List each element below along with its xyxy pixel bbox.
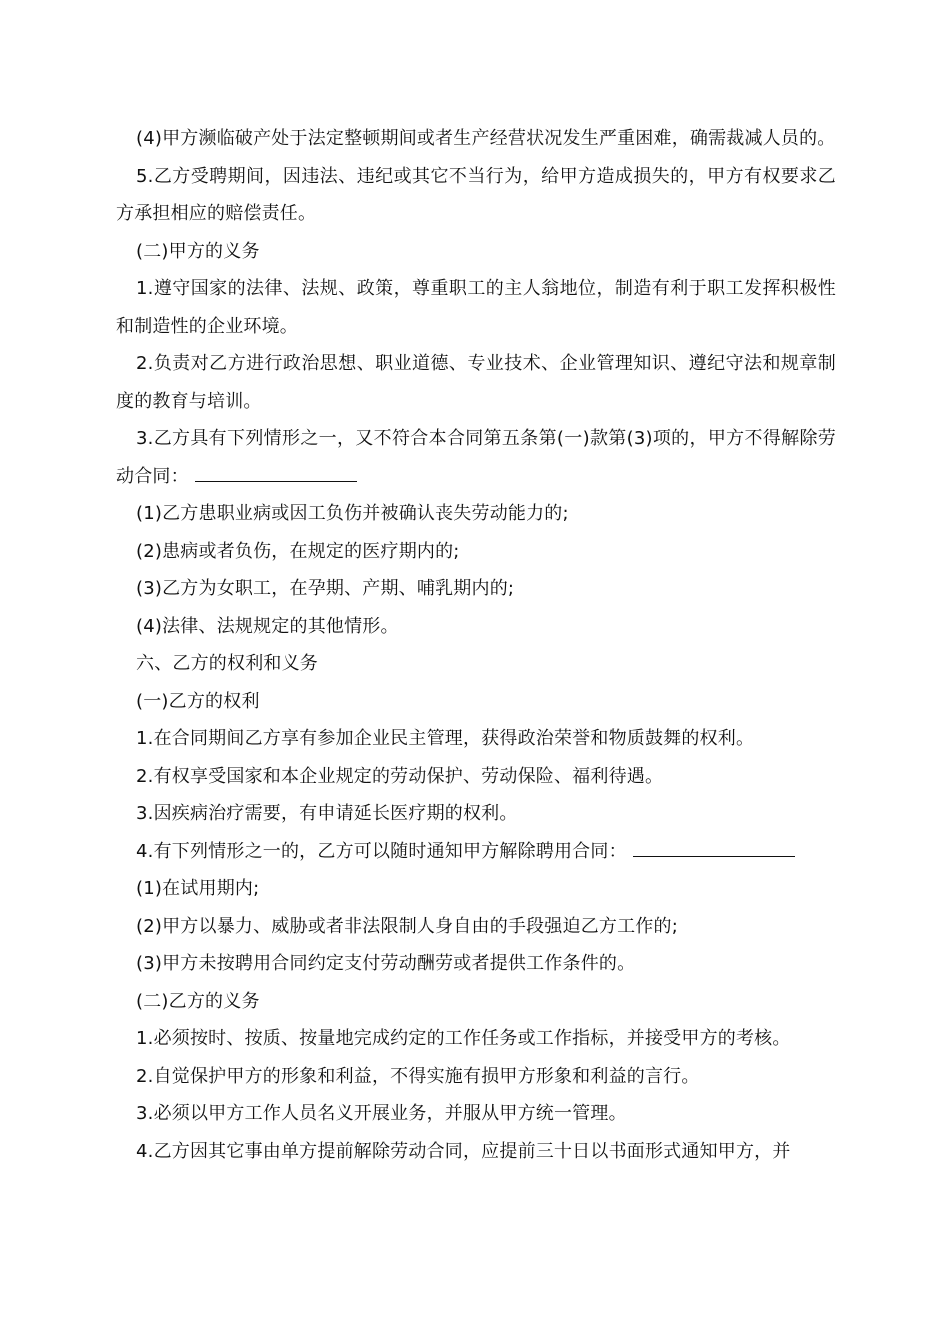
paragraph: 5.乙方受聘期间，因违法、违纪或其它不当行为，给甲方造成损失的，甲方有权要求乙方承担相应的赔偿责任。	[116, 165, 836, 224]
paragraph: (3)甲方未按聘用合同约定支付劳动酬劳或者提供工作条件的。	[136, 953, 636, 974]
paragraph: 1.必须按时、按质、按量地完成约定的工作任务或工作指标，并接受甲方的考核。	[136, 1028, 791, 1049]
paragraph: 4.乙方因其它事由单方提前解除劳动合同，应提前三十日以书面形式通知甲方，并	[136, 1140, 791, 1162]
paragraph: 2.负责对乙方进行政治思想、职业道德、专业技术、企业管理知识、遵纪守法和规章制度的教育与培训。	[116, 353, 836, 412]
paragraph: (4)甲方濒临破产处于法定整顿期间或者生产经营状况发生严重困难，确需裁减人员的。	[136, 128, 836, 149]
paragraph: 2.自觉保护甲方的形象和利益，不得实施有损甲方形象和利益的言行。	[136, 1065, 700, 1087]
paragraph: 3.因疾病治疗需要，有申请延长医疗期的权利。	[136, 803, 518, 824]
paragraph: (1)在试用期内;	[136, 878, 260, 899]
paragraph: 1.在合同期间乙方享有参加企业民主管理，获得政治荣誉和物质鼓舞的权利。	[136, 728, 755, 749]
paragraph-with-blank	[116, 420, 836, 495]
paragraph: 2.有权享受国家和本企业规定的劳动保护、劳动保险、福利待遇。	[136, 765, 664, 787]
subsection-heading: (一)乙方的权利	[136, 690, 260, 712]
section-heading: 六、乙方的权利和义务	[136, 653, 318, 674]
paragraph: 1.遵守国家的法律、法规、政策，尊重职工的主人翁地位，制造有利于职工发挥积极性和制造性的企业环境。	[116, 278, 836, 337]
subsection-heading: (二)乙方的义务	[136, 990, 260, 1012]
paragraph-text: 4.有下列情形之一的，乙方可以随时通知甲方解除聘用合同：	[136, 840, 627, 862]
paragraph: (2)甲方以暴力、威胁或者非法限制人身自由的手段强迫乙方工作的;	[136, 915, 678, 937]
document-body	[116, 120, 836, 1170]
paragraph: (二)甲方的义务	[136, 240, 260, 262]
paragraph-with-blank	[116, 833, 836, 871]
paragraph: (3)乙方为女职工，在孕期、产期、哺乳期内的;	[136, 578, 515, 599]
paragraph: (4)法律、法规规定的其他情形。	[136, 615, 399, 637]
fill-in-blank-line	[195, 461, 357, 482]
paragraph: (1)乙方患职业病或因工负伤并被确认丧失劳动能力的;	[136, 503, 569, 524]
fill-in-blank-line	[633, 836, 795, 857]
paragraph: (2)患病或者负伤，在规定的医疗期内的;	[136, 540, 460, 562]
paragraph: 3.必须以甲方工作人员名义开展业务，并服从甲方统一管理。	[136, 1103, 627, 1124]
paragraph-text: 3.乙方具有下列情形之一，又不符合本合同第五条第(一)款第(3)项的，甲方不得解除劳动合同：	[116, 428, 836, 487]
